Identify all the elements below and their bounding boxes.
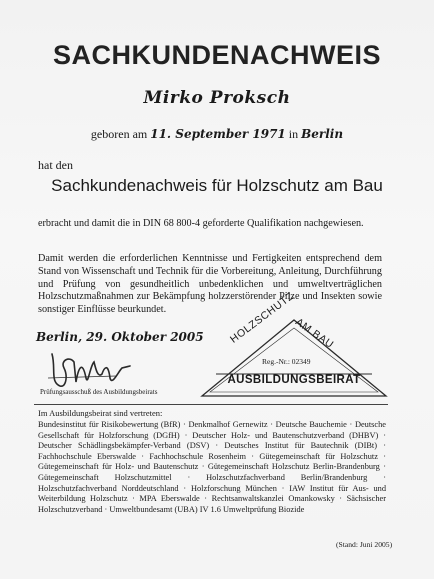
recipient-name: Mirko Proksch — [143, 88, 291, 108]
born-prefix: geboren am — [90, 127, 148, 141]
section-divider — [34, 404, 388, 405]
seal-bottom-text: AUSBILDUNGSBEIRAT — [227, 374, 361, 386]
birth-city: Berlin — [301, 127, 344, 141]
birth-date: 11. September 1971 — [150, 127, 286, 141]
board-members-list: Bundesinstitut für Risikobewertung (BfR) · Denkmalhof Gernewitz · Deutsche Bauchemie · Deutsche Gesellschaft für Holzforschung (DGfH) · Deutscher Holz- und Bautenschutzverband (DHBV) · Deutscher Schädlingsbekämpfer-Verband (DSV) · Deutsches Institut für Bautechnik (DIBt) · Fachhochschule Eberswalde · Fachhochschule Rosenheim · Gütegemeinschaft für Holzschutz · Gütegemeinschaft für Holz- und Bautenschutz · Gütegemeinschaft Holzschutz Berlin-Brandenburg · Gütegemeinschaft Holzschutzmittel · Holzschutzfachverband Berlin/Brandenburg · Holzschutzfachverband Norddeutschland · Holzforschung München · IAW Institut für Aus- und Weiterbildung Holzschutz · MPA Eberswalde · Rechtsanwaltskanzlei Omankowsky · Sächsischer Holzschutzverband · Umweltbundesamt (UBA) IV 1.6 Umweltprüfung Biozide — [38, 420, 386, 514]
birth-line — [0, 127, 434, 142]
board-heading: Im Ausbildungsbeirat sind vertreten: — [38, 408, 163, 418]
seal-word-left: HOLZSCHUTZ — [228, 289, 297, 346]
status-date: (Stand: Juni 2005) — [336, 540, 393, 549]
seal-word-right: AM BAU — [293, 316, 336, 351]
qualification-paragraph: erbracht und damit die in DIN 68 800-4 geforderte Qualifikation nachgewiesen. — [38, 218, 364, 229]
born-in: in — [288, 127, 299, 141]
course-title: Sachkundenachweis für Holzschutz am Bau — [51, 176, 383, 195]
certification-paragraph: Damit werden die erforderlichen Kenntnisse und Fertigkeiten entsprechend dem Stand von Wissenschaft und Technik für die Vorbereitung, Anleitung, Durchführung und Prüfung von gesundheitlich unbedenklichen und umweltverträglichen Holzschutzmaßnahmen zur Bekämpfung holzzerstörender Pilze und Insekten sowie sonstiger Einflüsse beurkundet. — [38, 253, 382, 316]
signature-label: Prüfungsausschuß des Ausbildungsbeirats — [40, 388, 158, 396]
certificate-title: SACHKUNDENACHWEIS — [52, 40, 381, 70]
signature-image — [46, 348, 136, 390]
registration-number: Reg.-Nr.: 02349 — [262, 357, 311, 366]
place-and-date: Berlin, 29. Oktober 2005 — [36, 330, 204, 344]
has-label: hat den — [38, 158, 73, 172]
